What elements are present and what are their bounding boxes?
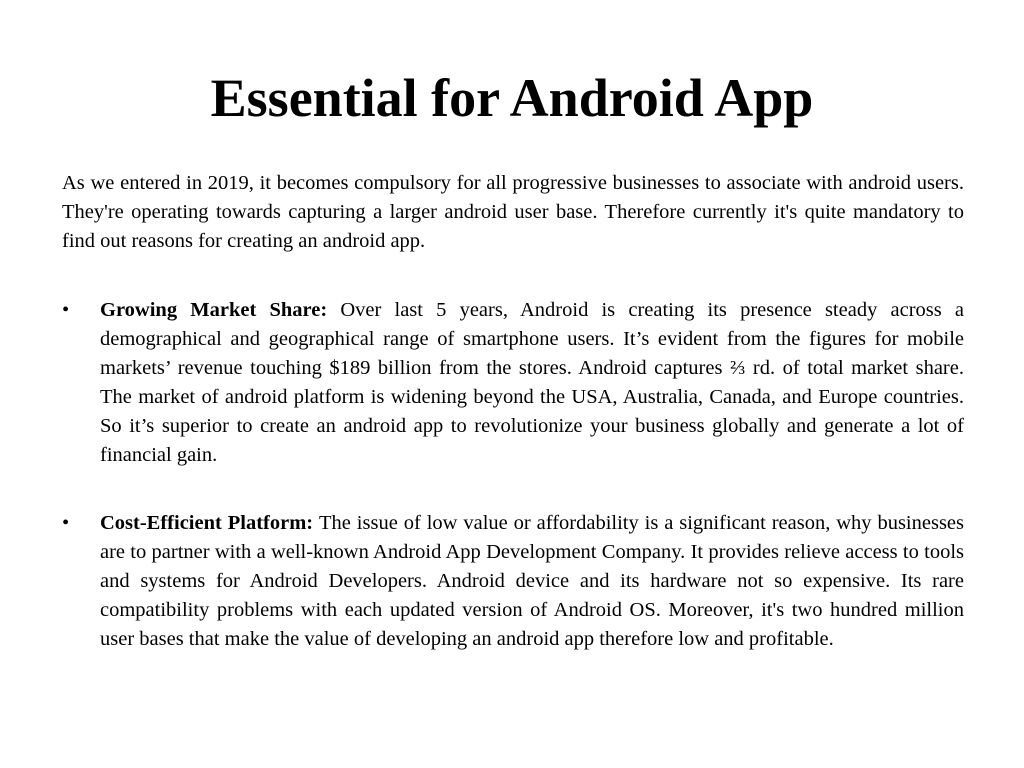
bullet-marker: • — [62, 512, 70, 534]
bullet-text: Over last 5 years, Android is creating its presence steady across a demographical and geographical range of smartphone users. It’s evident from the figures for mobile markets’ revenue touching $189 billion from the stores. Android captures ⅔ rd. of total market share. The market of android platform is widening beyond the USA, Australia, Canada, and Europe countries. So it’s superior to create an android app to revolutionize your business globally and generate a lot of financial gain. — [100, 299, 964, 466]
bullet-heading: Growing Market Share: — [100, 299, 341, 321]
bullet-heading: Cost-Efficient Platform: — [100, 512, 320, 534]
bullet-text: The issue of low value or affordability is a significant reason, why businesses are to partner with a well-known Android App Development Company. It provides relieve access to tools and systems for Android Developers. Android device and its hardware not so expensive. Its rare compatibility problems with each updated version of Android OS. Moreover, it's two hundred million user bases that make the value of developing an android app therefore low and profitable. — [100, 512, 964, 650]
intro-paragraph: As we entered in 2019, it becomes compulsory for all progressive businesses to associate with android users. They're operating towards capturing a larger android user base. Therefore currently it's quite mandatory to find out reasons for creating an android app. — [62, 172, 964, 252]
bullet-item-cost-efficient-platform — [62, 509, 964, 654]
bullet-item-growing-market-share — [62, 296, 964, 470]
bullet-marker: • — [62, 299, 70, 321]
bullet-list — [62, 296, 964, 654]
slide-title: Essential for Android App — [210, 68, 814, 128]
